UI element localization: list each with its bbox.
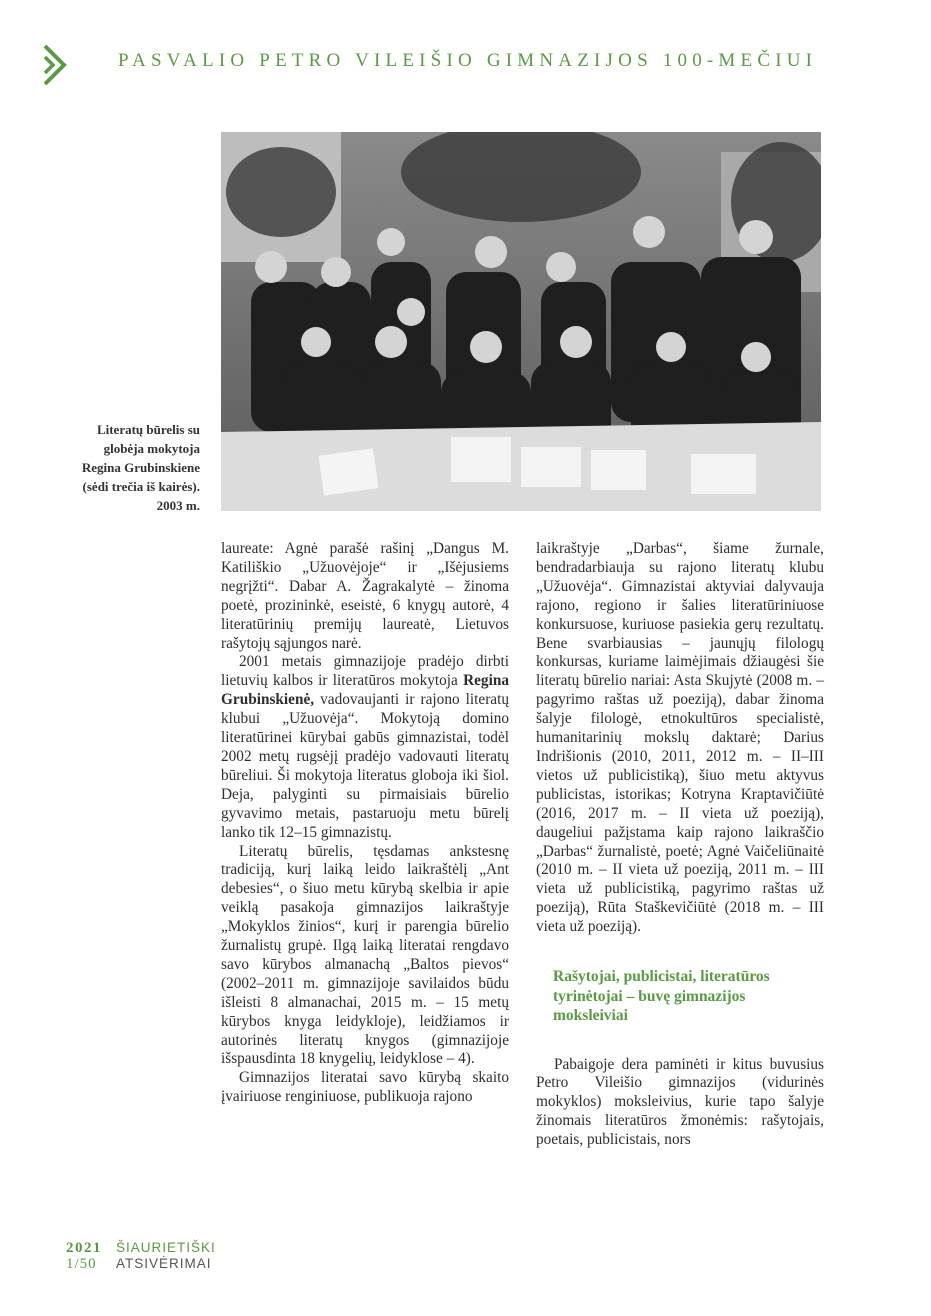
paragraph (221, 653, 509, 842)
paragraph: Literatų būrelis, tęsdamas ankstesnę tradiciją, kurį laiką leido laikraštėlį „Ant debesies“, o šiuo metu kūrybą skelbia ir apie veiklą pasakoja gimnazijos laikraštyje „Mokyklos žinios“, kurį ir parengia būrelio žurnalistų grupė. Ilgą laiką literatai rengdavo savo kūrybos almanachą „Baltos pievos“ (2002–2011 m. gimnazijoje savilaidos būdu išleisti 8 almanachai, 2015 m. – 15 metų kūrybos knyga leidykloje), leidžiamos ir autorinės literatų knygos (gimnazijoje išspausdinta 18 knygelių, leidyklose – 4). (221, 842, 509, 1068)
footer-year: 2021 (66, 1240, 102, 1256)
caption-line: Regina Grubinskiene (81, 460, 200, 475)
paragraph: Pabaigoje dera paminėti ir kitus buvusius Petro Vileišio gimnazijos (vidurinės mokyklos) moksleivius, kurie tapo šalyje žinomais literatūros žmonėmis: rašytojais, poetais, publicistais, nors (536, 1055, 824, 1149)
chevron-logo-icon (42, 44, 68, 86)
section-heading: Rašytojai, publicistai, literatūros tyrinėtojai – buvę gimnazijos moksleiviai (553, 968, 770, 1025)
teacher-name: Regina Grubinskienė, (221, 672, 509, 709)
footer-issue: 1/50 (66, 1256, 97, 1272)
paragraph: laureate: Agnė parašė rašinį „Dangus M. Katiliškio „Užuovėjoje“ ir „Išėjusiems negrįžti“. Dabar A. Žagrakalytė – žinoma poetė, prozininkė, eseistė, 6 knygų autorė, 4 literatūrinių premijų laureatė, Lietuvos rašytojų sąjungos narė. (221, 540, 509, 652)
text: vadovaujanti ir rajono literatų klubui „Užuovėja“. Mokytoją domino literatūrinei kūrybai gabūs gimnazistai, todėl 2002 metų rugsėjį pradėjo vadovauti literatų būreliui. Ši mokytoja literatus globoja iki šiol. Deja, palyginti su pirmaisiais būrelio gyvavimo metais, pastaruoju metu būrelį lanko tik 12–15 gimnazistų. (221, 691, 509, 841)
left-column (221, 540, 509, 1107)
caption-line: globėja mokytoja (103, 441, 200, 456)
paragraph: Gimnazijos literatai savo kūrybą skaito įvairiuose renginiuose, publikuoja rajono (221, 1069, 509, 1106)
right-column (536, 540, 824, 1150)
caption-line: 2003 m. (156, 498, 200, 513)
caption-line: Literatų būrelis su (96, 422, 200, 437)
magazine-title-line1: ŠIAURIETIŠKI (116, 1240, 216, 1255)
text: 2001 metais gimnazijoje pradėjo dirbti lietuvių kalbos ir literatūros mokytoja (221, 653, 509, 690)
photo-caption (60, 420, 200, 515)
magazine-title-line2: ATSIVĖRIMAI (116, 1256, 212, 1271)
group-photo (221, 132, 821, 511)
caption-line: (sėdi trečia iš kairės). (82, 479, 200, 494)
paragraph: laikraštyje „Darbas“, šiame žurnale, bendradarbiauja su rajono literatų klubu „Užuovėja“. Gimnazistai aktyviai dalyvauja rajono, regiono ir šalies literatūriniuose konkursuose, kuriuose pasiekia gerų rezultatų. Bene svarbiausias – jaunųjų filologų konkursas, kuriame laimėjimais džiaugėsi šie literatų būrelio nariai: Asta Skujytė (2008 m. – pagyrimo raštas už poeziją), dabar žinoma šalyje filologė, etnokultūros specialistė, humanitarinių mokslų daktarė; Darius Indrišionis (2010, 2011, 2012 m. – II–III vietos už publicistiką), šiuo metu aktyvus publicistas, istorikas; Kotryna Kraptavičiūtė (2016, 2017 m. – II vieta už poeziją), daugeliui pažįstama kaip rajono laikraščio „Darbas“ žurnalistė, poetė; Agnė Vaičeliūnaitė (2010 m. – II vieta už poeziją, 2011 m. – III vieta už publicistiką, pagyrimo raštas už poeziją), Rūta Staškevičiūtė (2018 m. – III vieta už poeziją). (536, 540, 824, 936)
running-header: PASVALIO PETRO VILEIŠIO GIMNAZIJOS 100-MEČIUI (118, 50, 818, 71)
